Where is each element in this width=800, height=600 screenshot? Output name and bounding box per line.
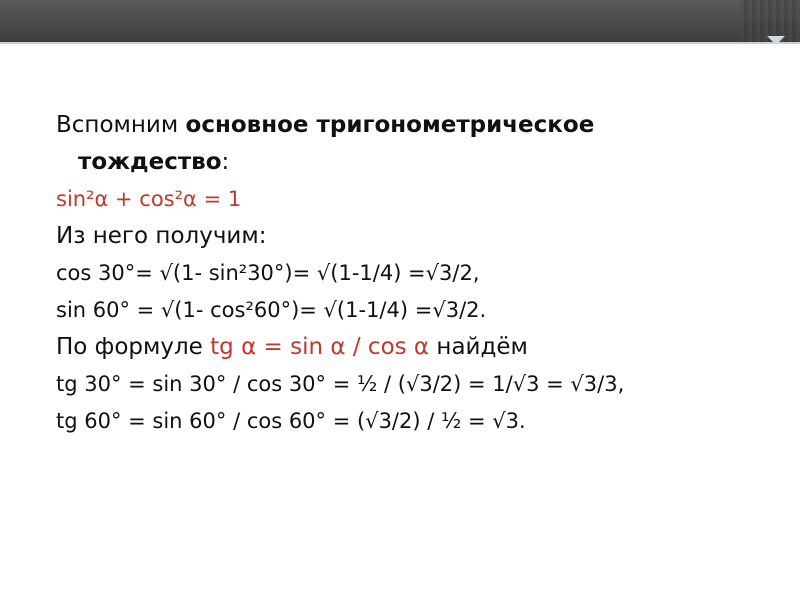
derive-line: Из него получим: <box>56 223 267 249</box>
identity-formula: sin²α + cos²α = 1 <box>56 187 242 211</box>
intro-prefix: Вспомним <box>56 112 186 138</box>
tg60-line: tg 60° = sin 60° / cos 60° = (√3/2) / ½ = √3. <box>56 409 526 433</box>
formula-suffix: найдём <box>429 334 528 360</box>
intro-line <box>56 112 776 139</box>
cos30-line: cos 30°= √(1- sin²30°)= √(1-1/4) =√3/2, <box>56 261 480 285</box>
sin60-line: sin 60° = √(1- cos²60°)= √(1-1/4) =√3/2. <box>56 298 487 322</box>
slide-content <box>56 112 776 445</box>
header-triangle-marker <box>767 36 785 45</box>
formula-prefix: По формуле <box>56 334 211 360</box>
tg30-line: tg 30° = sin 30° / cos 30° = ½ / (√3/2) = 1/√3 = √3/3, <box>56 372 625 396</box>
intro-colon: : <box>221 149 230 175</box>
slide-header-bar <box>0 0 800 42</box>
intro-bold-2: тождество <box>78 149 222 175</box>
intro-bold: основное тригонометрическое <box>185 112 595 138</box>
formula-line <box>56 334 776 361</box>
intro-line-2 <box>56 149 776 176</box>
header-accent-line <box>0 42 800 44</box>
tangent-formula: tg α = sin α / cos α <box>210 334 430 360</box>
